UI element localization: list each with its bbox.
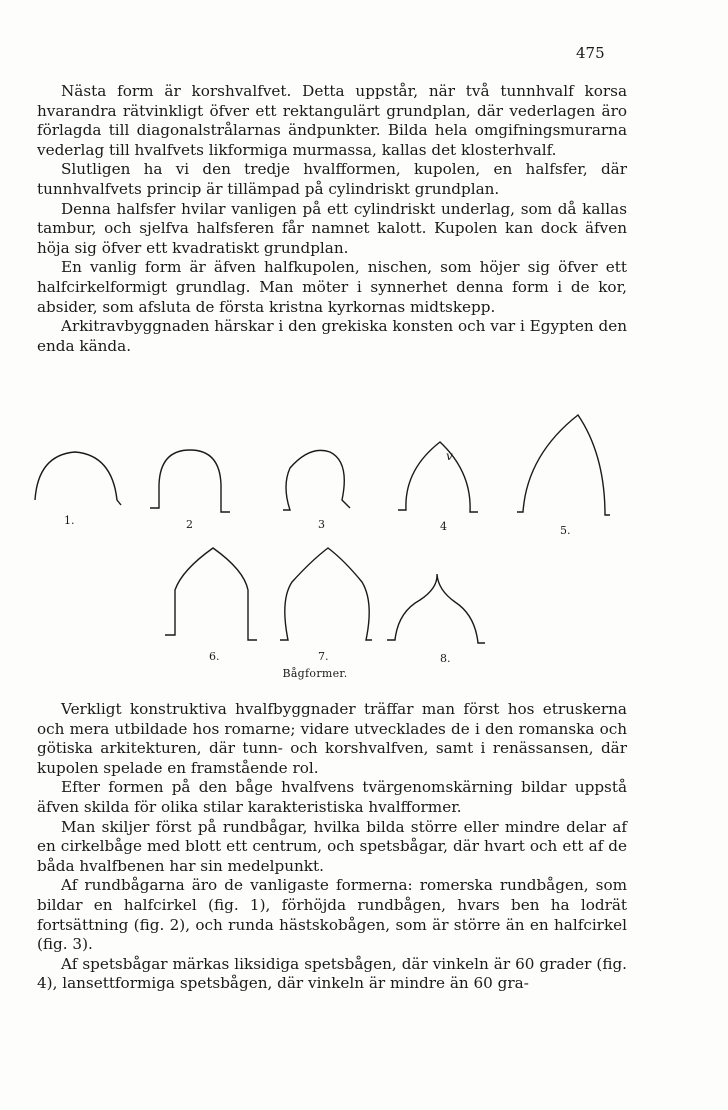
fig-label-4: 4 <box>440 520 447 533</box>
arch-1-semicircular <box>35 452 121 505</box>
paragraph: Af rundbågarna äro de vanligaste formerna: romerska rundbågen, som bildar en halfcirkel (fig. 1), förhöjda rundbågen, hvars ben ha lodrät fortsättning (fig. 2), och runda hästskobågen, som är större än en halfcirkel (fig. 3). <box>37 876 627 954</box>
paragraph: Denna halfsfer hvilar vanligen på ett cylindriskt underlag, som då kallas tambur, och sjelfva halfsferen får namnet kalott. Kupolen kan dock äfven höja sig öfver ett kvadratiskt grundplan. <box>37 199 627 257</box>
paragraph: Man skiljer först på rundbågar, hvilka bilda större eller mindre delar af en cirkelbåge med blott ett centrum, och spetsbågar, där hvart och ett af de båda hvalfbenen har sin medelpunkt. <box>37 817 627 875</box>
fig-label-3: 3 <box>318 518 325 531</box>
fig-label-7: 7. <box>318 650 329 663</box>
arch-5-lancet <box>517 415 610 515</box>
paragraph: Arkitravbyggnaden härskar i den grekiska konsten och var i Egypten den enda kända. <box>37 317 627 355</box>
arch-4-equilateral <box>398 442 478 512</box>
page-number: 475 <box>576 44 605 62</box>
paragraph: Nästa form är korshvalfvet. Detta uppstår, när två tunnhvalf korsa hvarandra rätvinkligt öfver ett rektangulärt grundplan, där vederlagen äro förlagda till diagonalstrålarnas ändpunkter. Bilda hela omgifningsmurarna vederlag till hvalfvets likformiga murmassa, kallas det klosterhvalf. <box>37 82 627 159</box>
arch-2-stilted <box>150 450 230 512</box>
fig-label-1: 1. <box>64 514 75 527</box>
vertex-mark: v <box>446 449 453 463</box>
paragraph: Verkligt konstruktiva hvalfbyggnader träffar man först hos etruskerna och mera utbildade hos romarne; vidare utvecklades de i den romanska och götiska arkitekturen, där tunn- och korshvalfven, samt i renässansen, där kupolen spelade en framstående rol. <box>37 700 627 777</box>
arch-7-pointed-horseshoe <box>280 548 372 640</box>
paragraph: Af spetsbågar märkas liksidiga spetsbågen, där vinkeln är 60 grader (fig. 4), lansettformiga spetsbågen, där vinkeln är mindre än 60 gra- <box>37 954 627 993</box>
fig-label-5: 5. <box>560 524 571 537</box>
arch-3-horseshoe <box>283 450 350 510</box>
paragraph: Efter formen på den båge hvalfvens tvärgenomskärning bildar uppstå äfven skilda för olika stilar karakteristiska hvalfformer. <box>37 778 627 816</box>
paragraph: En vanlig form är äfven halfkupolen, nischen, som höjer sig öfver ett halfcirkelformigt grundlag. Man möter i synnerhet denna form i de kor, absider, som afsluta de första kristna kyrkornas midtskepp. <box>37 258 627 316</box>
paragraph: Slutligen ha vi den tredje hvalfformen, kupolen, en halfsfer, där tunnhvalfvets princip är tillämpad på cylindriskt grundplan. <box>37 160 627 198</box>
fig-label-8: 8. <box>440 652 451 665</box>
figure-caption: Bågformer. <box>282 667 348 680</box>
arch-6-pointed-stilted <box>165 548 257 640</box>
arch-8-ogee <box>387 574 485 643</box>
fig-label-6: 6. <box>209 650 220 663</box>
text-block-bottom <box>37 700 627 994</box>
fig-label-2: 2 <box>186 518 193 531</box>
